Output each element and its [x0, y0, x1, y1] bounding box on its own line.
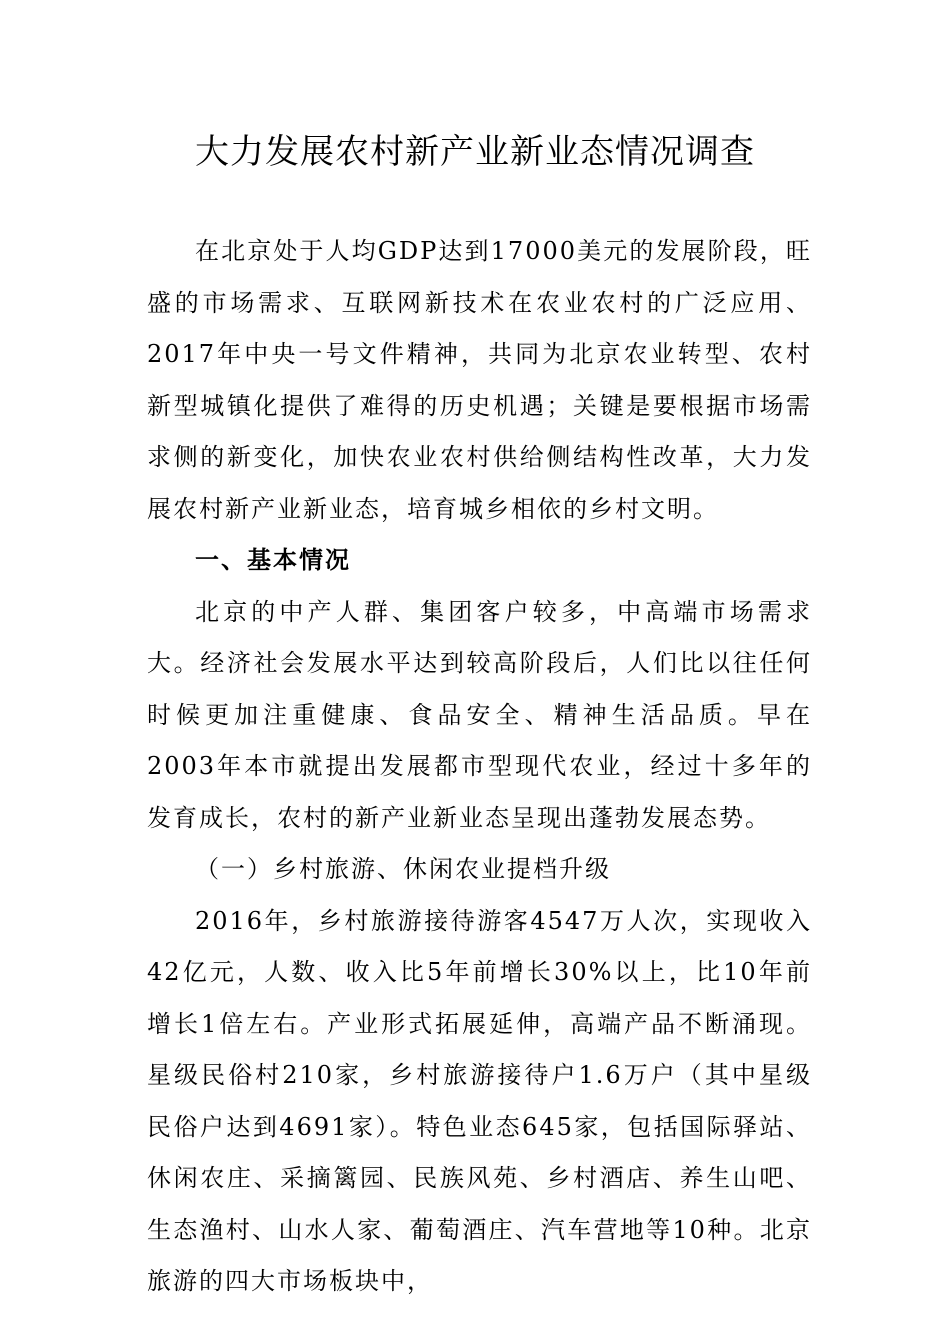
subsection-paragraph: 2016年，乡村旅游接待游客4547万人次，实现收入42亿元，人数、收入比5年前增长30%以上，比10年前增长1倍左右。产业形式拓展延伸，高端产品不断涌现。星级民俗村210家，乡村旅游接待户1.6万户（其中星级民俗户达到4691家）。特色业态645家，包括国际驿站、休闲农庄、采摘篱园、民族风苑、乡村酒店、养生山吧、生态渔村、山水人家、葡萄酒庄、汽车营地等10种。北京旅游的四大市场板块中， [147, 906, 812, 1295]
document-title: 大力发展农村新产业新业态情况调查 [195, 132, 755, 172]
document-body [147, 226, 812, 1308]
section-heading-basic-situation: 一、基本情况 [195, 546, 351, 574]
section-paragraph: 北京的中产人群、集团客户较多，中高端市场需求大。经济社会发展水平达到较高阶段后，人们比以往任何时候更加注重健康、食品安全、精神生活品质。早在2003年本市就提出发展都市型现代农业，经过十多年的发育成长，农村的新产业新业态呈现出蓬勃发展态势。 [147, 597, 812, 832]
intro-paragraph: 在北京处于人均GDP达到17000美元的发展阶段，旺盛的市场需求、互联网新技术在农业农村的广泛应用、2017年中央一号文件精神，共同为北京农业转型、农村新型城镇化提供了难得的历史机遇；关键是要根据市场需求侧的新变化，加快农业农村供给侧结构性改革，大力发展农村新产业新业态，培育城乡相依的乡村文明。 [147, 237, 812, 523]
subsection-heading-rural-tourism: （一）乡村旅游、休闲农业提档升级 [195, 855, 611, 883]
